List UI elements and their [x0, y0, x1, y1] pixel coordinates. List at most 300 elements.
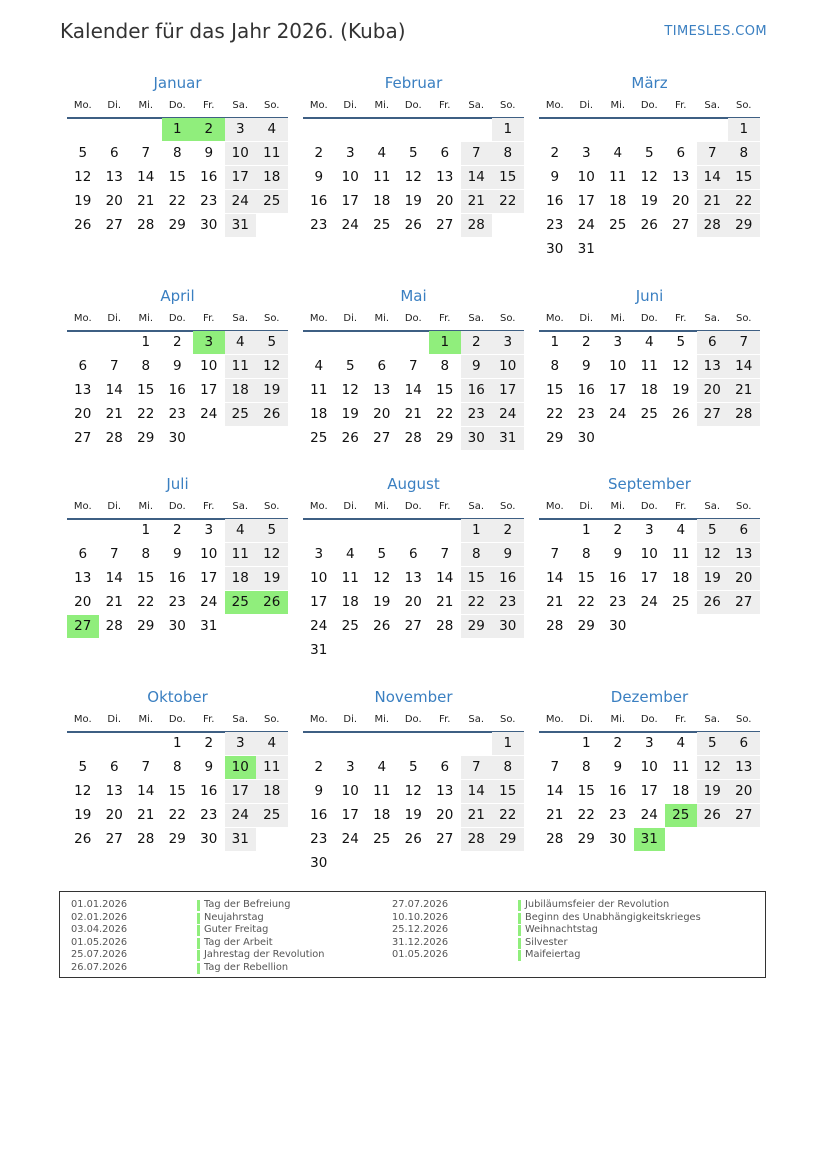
day-cell[interactable]: 18 — [225, 379, 257, 402]
day-cell[interactable]: 23 — [609, 807, 627, 823]
day-cell[interactable]: 11 — [256, 756, 288, 779]
day-cell[interactable]: 5 — [377, 546, 387, 562]
day-cell[interactable]: 6 — [440, 145, 450, 161]
day-cell[interactable]: 21 — [105, 406, 123, 422]
day-cell[interactable]: 13 — [728, 756, 760, 779]
day-cell[interactable]: 8 — [141, 358, 151, 374]
day-cell[interactable]: 12 — [341, 382, 359, 398]
day-cell[interactable]: 29 — [577, 618, 595, 634]
day-cell[interactable]: 2 — [172, 522, 182, 538]
day-cell[interactable]: 13 — [105, 169, 123, 185]
day-cell[interactable]: 8 — [581, 759, 591, 775]
day-cell[interactable]: 15 — [137, 570, 155, 586]
day-cell[interactable]: 5 — [644, 145, 654, 161]
day-cell[interactable]: 9 — [461, 355, 493, 378]
day-cell[interactable]: 17 — [225, 780, 257, 803]
day-cell[interactable]: 20 — [105, 193, 123, 209]
day-cell[interactable]: 13 — [672, 169, 690, 185]
day-cell[interactable]: 26 — [404, 831, 422, 847]
day-cell[interactable]: 7 — [109, 546, 119, 562]
day-cell[interactable]: 16 — [492, 567, 524, 590]
day-cell[interactable]: 19 — [74, 193, 92, 209]
day-cell[interactable]: 1 — [492, 732, 524, 755]
day-cell[interactable]: 19 — [341, 406, 359, 422]
day-cell[interactable]: 17 — [640, 570, 658, 586]
day-cell[interactable]: 19 — [404, 193, 422, 209]
day-cell[interactable]: 4 — [256, 118, 288, 141]
day-cell[interactable]: 13 — [404, 570, 422, 586]
day-cell[interactable]: 27 — [74, 430, 92, 446]
day-cell[interactable]: 17 — [225, 166, 257, 189]
day-cell[interactable]: 24 — [225, 190, 257, 213]
day-cell[interactable]: 20 — [672, 193, 690, 209]
day-cell[interactable]: 23 — [168, 406, 186, 422]
day-cell[interactable]: 23 — [492, 591, 524, 614]
day-cell[interactable]: 30 — [546, 241, 564, 257]
day-cell[interactable]: 9 — [172, 358, 182, 374]
day-cell[interactable]: 22 — [728, 190, 760, 213]
day-cell[interactable]: 3 — [644, 522, 654, 538]
day-cell[interactable]: 10 — [609, 358, 627, 374]
day-cell[interactable]: 12 — [404, 169, 422, 185]
day-cell[interactable]: 18 — [256, 166, 288, 189]
day-cell[interactable]: 11 — [373, 169, 391, 185]
day-cell[interactable]: 26 — [74, 831, 92, 847]
day-cell[interactable]: 6 — [109, 145, 119, 161]
day-cell[interactable]: 4 — [644, 334, 654, 350]
day-cell[interactable]: 11 — [672, 546, 690, 562]
day-cell[interactable]: 13 — [697, 355, 729, 378]
day-cell[interactable]: 22 — [168, 807, 186, 823]
day-cell[interactable]: 10 — [225, 756, 257, 779]
day-cell[interactable]: 25 — [672, 594, 690, 610]
day-cell[interactable]: 31 — [200, 618, 218, 634]
day-cell[interactable]: 14 — [728, 355, 760, 378]
day-cell[interactable]: 11 — [640, 358, 658, 374]
day-cell[interactable]: 25 — [225, 403, 257, 426]
day-cell[interactable]: 3 — [225, 732, 257, 755]
day-cell[interactable]: 17 — [640, 783, 658, 799]
day-cell[interactable]: 18 — [672, 570, 690, 586]
day-cell[interactable]: 12 — [672, 358, 690, 374]
day-cell[interactable]: 26 — [697, 804, 729, 827]
day-cell[interactable]: 24 — [200, 594, 218, 610]
day-cell[interactable]: 5 — [697, 732, 729, 755]
day-cell[interactable]: 3 — [644, 735, 654, 751]
day-cell[interactable]: 16 — [310, 193, 328, 209]
day-cell[interactable]: 30 — [200, 217, 218, 233]
day-cell[interactable]: 10 — [200, 358, 218, 374]
day-cell[interactable]: 23 — [577, 406, 595, 422]
day-cell[interactable]: 28 — [137, 217, 155, 233]
day-cell[interactable]: 29 — [168, 217, 186, 233]
day-cell[interactable]: 29 — [728, 214, 760, 237]
day-cell[interactable]: 31 — [492, 427, 524, 450]
day-cell[interactable]: 10 — [492, 355, 524, 378]
day-cell[interactable]: 7 — [461, 142, 493, 165]
day-cell[interactable]: 17 — [577, 193, 595, 209]
day-cell[interactable]: 12 — [256, 543, 288, 566]
day-cell[interactable]: 28 — [461, 214, 493, 237]
day-cell[interactable]: 22 — [577, 594, 595, 610]
day-cell[interactable]: 30 — [609, 831, 627, 847]
day-cell[interactable]: 1 — [728, 118, 760, 141]
day-cell[interactable]: 8 — [492, 756, 524, 779]
day-cell[interactable]: 9 — [204, 145, 214, 161]
day-cell[interactable]: 30 — [168, 430, 186, 446]
day-cell[interactable]: 15 — [492, 780, 524, 803]
day-cell[interactable]: 16 — [310, 807, 328, 823]
day-cell[interactable]: 11 — [672, 759, 690, 775]
day-cell[interactable]: 28 — [404, 430, 422, 446]
day-cell[interactable]: 13 — [436, 169, 454, 185]
day-cell[interactable]: 24 — [200, 406, 218, 422]
day-cell[interactable]: 21 — [404, 406, 422, 422]
day-cell[interactable]: 7 — [141, 145, 151, 161]
day-cell[interactable]: 26 — [672, 406, 690, 422]
day-cell[interactable]: 16 — [609, 783, 627, 799]
day-cell[interactable]: 14 — [546, 783, 564, 799]
day-cell[interactable]: 7 — [109, 358, 119, 374]
day-cell[interactable]: 9 — [581, 358, 591, 374]
day-cell[interactable]: 2 — [613, 522, 623, 538]
day-cell[interactable]: 27 — [105, 831, 123, 847]
day-cell[interactable]: 17 — [492, 379, 524, 402]
day-cell[interactable]: 27 — [672, 217, 690, 233]
day-cell[interactable]: 24 — [492, 403, 524, 426]
day-cell[interactable]: 12 — [640, 169, 658, 185]
day-cell[interactable]: 5 — [408, 145, 418, 161]
day-cell[interactable]: 24 — [640, 594, 658, 610]
day-cell[interactable]: 21 — [105, 594, 123, 610]
day-cell[interactable]: 2 — [314, 145, 324, 161]
day-cell[interactable]: 4 — [345, 546, 355, 562]
day-cell[interactable]: 14 — [461, 780, 493, 803]
day-cell[interactable]: 15 — [137, 382, 155, 398]
day-cell[interactable]: 31 — [310, 642, 328, 658]
day-cell[interactable]: 28 — [105, 430, 123, 446]
day-cell[interactable]: 16 — [168, 382, 186, 398]
day-cell[interactable]: 8 — [172, 145, 182, 161]
day-cell[interactable]: 26 — [341, 430, 359, 446]
day-cell[interactable]: 20 — [436, 193, 454, 209]
day-cell[interactable]: 27 — [67, 615, 99, 638]
day-cell[interactable]: 21 — [546, 807, 564, 823]
day-cell[interactable]: 4 — [613, 145, 623, 161]
day-cell[interactable]: 18 — [373, 193, 391, 209]
day-cell[interactable]: 12 — [74, 169, 92, 185]
day-cell[interactable]: 9 — [613, 546, 623, 562]
day-cell[interactable]: 6 — [377, 358, 387, 374]
day-cell[interactable]: 23 — [461, 403, 493, 426]
day-cell[interactable]: 14 — [461, 166, 493, 189]
day-cell[interactable]: 19 — [697, 567, 729, 590]
day-cell[interactable]: 17 — [200, 570, 218, 586]
day-cell[interactable]: 8 — [141, 546, 151, 562]
day-cell[interactable]: 7 — [141, 759, 151, 775]
day-cell[interactable]: 23 — [168, 594, 186, 610]
day-cell[interactable]: 8 — [728, 142, 760, 165]
day-cell[interactable]: 10 — [341, 169, 359, 185]
day-cell[interactable]: 7 — [697, 142, 729, 165]
day-cell[interactable]: 1 — [429, 331, 461, 354]
day-cell[interactable]: 7 — [408, 358, 418, 374]
day-cell[interactable]: 20 — [105, 807, 123, 823]
day-cell[interactable]: 3 — [492, 331, 524, 354]
day-cell[interactable]: 14 — [105, 382, 123, 398]
day-cell[interactable]: 27 — [436, 217, 454, 233]
day-cell[interactable]: 17 — [341, 807, 359, 823]
day-cell[interactable]: 25 — [373, 217, 391, 233]
day-cell[interactable]: 21 — [137, 193, 155, 209]
day-cell[interactable]: 11 — [609, 169, 627, 185]
day-cell[interactable]: 10 — [200, 546, 218, 562]
day-cell[interactable]: 19 — [697, 780, 729, 803]
day-cell[interactable]: 7 — [440, 546, 450, 562]
day-cell[interactable]: 21 — [728, 379, 760, 402]
day-cell[interactable]: 23 — [200, 807, 218, 823]
day-cell[interactable]: 5 — [408, 759, 418, 775]
day-cell[interactable]: 30 — [168, 618, 186, 634]
day-cell[interactable]: 25 — [373, 831, 391, 847]
day-cell[interactable]: 27 — [404, 618, 422, 634]
day-cell[interactable]: 13 — [728, 543, 760, 566]
day-cell[interactable]: 10 — [225, 142, 257, 165]
day-cell[interactable]: 6 — [109, 759, 119, 775]
day-cell[interactable]: 22 — [137, 594, 155, 610]
day-cell[interactable]: 18 — [672, 783, 690, 799]
day-cell[interactable]: 2 — [204, 735, 214, 751]
day-cell[interactable]: 8 — [581, 546, 591, 562]
day-cell[interactable]: 3 — [193, 331, 225, 354]
day-cell[interactable]: 15 — [436, 382, 454, 398]
day-cell[interactable]: 22 — [546, 406, 564, 422]
day-cell[interactable]: 19 — [256, 567, 288, 590]
day-cell[interactable]: 15 — [168, 169, 186, 185]
day-cell[interactable]: 11 — [225, 355, 257, 378]
day-cell[interactable]: 7 — [461, 756, 493, 779]
day-cell[interactable]: 7 — [550, 759, 560, 775]
day-cell[interactable]: 20 — [697, 379, 729, 402]
day-cell[interactable]: 22 — [436, 406, 454, 422]
day-cell[interactable]: 31 — [225, 828, 257, 851]
day-cell[interactable]: 23 — [310, 831, 328, 847]
day-cell[interactable]: 15 — [546, 382, 564, 398]
day-cell[interactable]: 29 — [546, 430, 564, 446]
day-cell[interactable]: 18 — [373, 807, 391, 823]
day-cell[interactable]: 20 — [74, 406, 92, 422]
day-cell[interactable]: 6 — [728, 519, 760, 542]
day-cell[interactable]: 15 — [577, 570, 595, 586]
day-cell[interactable]: 15 — [577, 783, 595, 799]
day-cell[interactable]: 16 — [168, 570, 186, 586]
day-cell[interactable]: 13 — [74, 570, 92, 586]
day-cell[interactable]: 29 — [168, 831, 186, 847]
day-cell[interactable]: 24 — [341, 217, 359, 233]
day-cell[interactable]: 22 — [577, 807, 595, 823]
day-cell[interactable]: 25 — [640, 406, 658, 422]
day-cell[interactable]: 2 — [492, 519, 524, 542]
day-cell[interactable]: 5 — [676, 334, 686, 350]
day-cell[interactable]: 27 — [105, 217, 123, 233]
day-cell[interactable]: 12 — [74, 783, 92, 799]
day-cell[interactable]: 20 — [436, 807, 454, 823]
day-cell[interactable]: 25 — [256, 190, 288, 213]
day-cell[interactable]: 25 — [341, 618, 359, 634]
day-cell[interactable]: 17 — [609, 382, 627, 398]
day-cell[interactable]: 24 — [609, 406, 627, 422]
day-cell[interactable]: 18 — [310, 406, 328, 422]
day-cell[interactable]: 28 — [546, 618, 564, 634]
day-cell[interactable]: 21 — [461, 190, 493, 213]
day-cell[interactable]: 22 — [492, 804, 524, 827]
day-cell[interactable]: 6 — [676, 145, 686, 161]
day-cell[interactable]: 23 — [609, 594, 627, 610]
day-cell[interactable]: 30 — [577, 430, 595, 446]
day-cell[interactable]: 23 — [310, 217, 328, 233]
day-cell[interactable]: 4 — [676, 735, 686, 751]
day-cell[interactable]: 30 — [492, 615, 524, 638]
day-cell[interactable]: 19 — [373, 594, 391, 610]
day-cell[interactable]: 6 — [697, 331, 729, 354]
day-cell[interactable]: 26 — [404, 217, 422, 233]
day-cell[interactable]: 15 — [168, 783, 186, 799]
day-cell[interactable]: 3 — [204, 522, 214, 538]
day-cell[interactable]: 2 — [550, 145, 560, 161]
day-cell[interactable]: 6 — [408, 546, 418, 562]
day-cell[interactable]: 5 — [78, 759, 88, 775]
day-cell[interactable]: 24 — [341, 831, 359, 847]
day-cell[interactable]: 22 — [492, 190, 524, 213]
day-cell[interactable]: 2 — [172, 334, 182, 350]
day-cell[interactable]: 29 — [137, 430, 155, 446]
day-cell[interactable]: 9 — [204, 759, 214, 775]
day-cell[interactable]: 20 — [728, 780, 760, 803]
day-cell[interactable]: 27 — [436, 831, 454, 847]
day-cell[interactable]: 12 — [373, 570, 391, 586]
day-cell[interactable]: 1 — [162, 118, 194, 141]
day-cell[interactable]: 6 — [440, 759, 450, 775]
day-cell[interactable]: 31 — [577, 241, 595, 257]
day-cell[interactable]: 1 — [581, 522, 591, 538]
day-cell[interactable]: 26 — [640, 217, 658, 233]
day-cell[interactable]: 5 — [345, 358, 355, 374]
day-cell[interactable]: 20 — [373, 406, 391, 422]
day-cell[interactable]: 4 — [256, 732, 288, 755]
day-cell[interactable]: 26 — [697, 591, 729, 614]
day-cell[interactable]: 1 — [492, 118, 524, 141]
day-cell[interactable]: 18 — [225, 567, 257, 590]
day-cell[interactable]: 20 — [404, 594, 422, 610]
day-cell[interactable]: 11 — [373, 783, 391, 799]
day-cell[interactable]: 29 — [137, 618, 155, 634]
day-cell[interactable]: 29 — [436, 430, 454, 446]
day-cell[interactable]: 8 — [492, 142, 524, 165]
day-cell[interactable]: 6 — [78, 358, 88, 374]
day-cell[interactable]: 6 — [728, 732, 760, 755]
day-cell[interactable]: 4 — [377, 759, 387, 775]
day-cell[interactable]: 17 — [341, 193, 359, 209]
day-cell[interactable]: 30 — [461, 427, 493, 450]
day-cell[interactable]: 28 — [546, 831, 564, 847]
day-cell[interactable]: 14 — [137, 169, 155, 185]
day-cell[interactable]: 10 — [640, 546, 658, 562]
day-cell[interactable]: 16 — [577, 382, 595, 398]
day-cell[interactable]: 10 — [577, 169, 595, 185]
day-cell[interactable]: 21 — [697, 190, 729, 213]
day-cell[interactable]: 8 — [550, 358, 560, 374]
day-cell[interactable]: 13 — [436, 783, 454, 799]
day-cell[interactable]: 21 — [546, 594, 564, 610]
day-cell[interactable]: 22 — [461, 591, 493, 614]
day-cell[interactable]: 14 — [105, 570, 123, 586]
day-cell[interactable]: 11 — [341, 570, 359, 586]
day-cell[interactable]: 18 — [640, 382, 658, 398]
day-cell[interactable]: 12 — [404, 783, 422, 799]
day-cell[interactable]: 12 — [697, 756, 729, 779]
day-cell[interactable]: 20 — [74, 594, 92, 610]
day-cell[interactable]: 3 — [225, 118, 257, 141]
day-cell[interactable]: 18 — [341, 594, 359, 610]
day-cell[interactable]: 2 — [581, 334, 591, 350]
day-cell[interactable]: 19 — [74, 807, 92, 823]
day-cell[interactable]: 3 — [345, 145, 355, 161]
day-cell[interactable]: 17 — [310, 594, 328, 610]
day-cell[interactable]: 28 — [697, 214, 729, 237]
day-cell[interactable]: 30 — [200, 831, 218, 847]
day-cell[interactable]: 4 — [225, 519, 257, 542]
day-cell[interactable]: 10 — [341, 783, 359, 799]
day-cell[interactable]: 24 — [640, 807, 658, 823]
day-cell[interactable]: 5 — [697, 519, 729, 542]
day-cell[interactable]: 28 — [461, 828, 493, 851]
day-cell[interactable]: 7 — [550, 546, 560, 562]
day-cell[interactable]: 16 — [546, 193, 564, 209]
day-cell[interactable]: 12 — [256, 355, 288, 378]
site-link[interactable]: TIMESLES.COM — [664, 24, 767, 39]
day-cell[interactable]: 1 — [141, 522, 151, 538]
day-cell[interactable]: 25 — [256, 804, 288, 827]
day-cell[interactable]: 1 — [141, 334, 151, 350]
day-cell[interactable]: 10 — [640, 759, 658, 775]
day-cell[interactable]: 11 — [225, 543, 257, 566]
day-cell[interactable]: 13 — [74, 382, 92, 398]
day-cell[interactable]: 19 — [256, 379, 288, 402]
day-cell[interactable]: 8 — [461, 543, 493, 566]
day-cell[interactable]: 1 — [581, 735, 591, 751]
day-cell[interactable]: 15 — [728, 166, 760, 189]
day-cell[interactable]: 18 — [609, 193, 627, 209]
day-cell[interactable]: 27 — [373, 430, 391, 446]
day-cell[interactable]: 26 — [256, 403, 288, 426]
day-cell[interactable]: 22 — [168, 193, 186, 209]
day-cell[interactable]: 16 — [609, 570, 627, 586]
day-cell[interactable]: 9 — [613, 759, 623, 775]
day-cell[interactable]: 14 — [697, 166, 729, 189]
day-cell[interactable]: 17 — [200, 382, 218, 398]
day-cell[interactable]: 15 — [461, 567, 493, 590]
day-cell[interactable]: 31 — [225, 214, 257, 237]
day-cell[interactable]: 9 — [172, 546, 182, 562]
day-cell[interactable]: 2 — [461, 331, 493, 354]
day-cell[interactable]: 8 — [172, 759, 182, 775]
day-cell[interactable]: 24 — [310, 618, 328, 634]
day-cell[interactable]: 2 — [193, 118, 225, 141]
day-cell[interactable]: 4 — [377, 145, 387, 161]
day-cell[interactable]: 26 — [373, 618, 391, 634]
day-cell[interactable]: 9 — [550, 169, 560, 185]
day-cell[interactable]: 26 — [74, 217, 92, 233]
